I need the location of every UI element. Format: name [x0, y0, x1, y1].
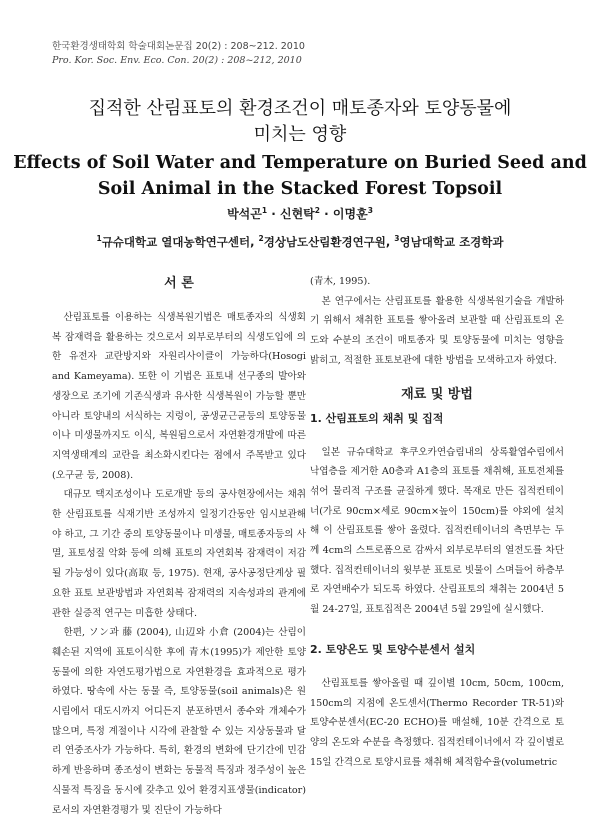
methods-heading: 재료 및 방법 — [401, 386, 473, 402]
title-korean — [0, 96, 600, 148]
intro-paragraph: 대규모 택지조성이나 도로개발 등의 공사현장에서는 채취한 산림표토를 식재기반 조성까지 일정기간동안 임시보관해야 하고, 그 기간 중의 토양동물이나 미생물, 매토종자등의 사멸, 표토성질 악화 등에 의해 표토의 자연회복 잠재력이 저감될 가능성이 있다(高取 등, 1975). 현재, 공사공정단계상 필요한 표토 보관방법과 자연회복 잠재력의 지속성과의 관계에 관한 실증적 연구는 미흡한 상태다. — [52, 489, 306, 619]
journal-header — [52, 40, 305, 68]
subsection-heading-2: 2. 토양온도 및 토양수분센서 설치 — [310, 642, 476, 656]
intro-paragraph: 본 연구에서는 산림표토를 활용한 식생복원기술을 개발하기 위해서 채취한 표토를 쌓아올려 보관할 때 산림표토의 온도와 수분의 조건이 매토종자 및 토양동물에 미치는 영향을 밝히고, 적절한 표토보관에 대한 방법을 모색하고자 하였다. — [310, 295, 564, 366]
title-ko-line-2: 미치는 영향 — [253, 124, 347, 145]
journal-line-ko: 한국환경생태학회 학술대회논문집 20(2) : 208~212. 2010 — [52, 41, 305, 52]
intro-paragraph: 한편, ソン과 藤 (2004), 山辺와 小倉 (2004)는 산림이 훼손된 지역에 표토이식한 후에 青木(1995)가 제안한 토양동물에 의한 자연도평가법으로 자연환경을 효과적으로 평가하였다. 땅속에 사는 동물 즉, 토양동물(soil animals)은 원시림에서 대도시까지 어디든지 분포하면서 종수와 개체수가 많으며, 특정 계절이나 시각에 관찰할 수 있는 지상동물과 달리 연중조사가 가능하다. 특히, 환경의 변화에 단기간에 민감하게 반응하며 종조성이 변화는 동물적 특징과 정주성이 높은 식물적 특징을 동시에 갖추고 있어 환경지표생물(indicator)로서의 자연환경평가 및 진단이 가능하다 — [52, 627, 306, 816]
title-english — [0, 150, 600, 202]
title-en-line-1: Effects of Soil Water and Temperature on Buried Seed and — [13, 153, 587, 173]
intro-continuation: (青木, 1995). — [310, 276, 371, 287]
title-ko-line-1: 집적한 산림표토의 환경조건이 매토종자와 토양동물에 — [88, 98, 512, 119]
affiliation-2: 경상남도산림환경연구원 — [263, 235, 386, 249]
author-1: 박석곤 — [227, 207, 262, 221]
affiliation-3: 영남대학교 조경학과 — [399, 235, 504, 249]
intro-heading: 서 론 — [164, 276, 194, 291]
subsection-paragraph-2: 산림표토를 쌓아올릴 때 깊이별 10cm, 50cm, 100cm, 150cm의 지점에 온도센서(Thermo Recorder TR-51)와 토양수분센서(EC-20 ECHO)를 매설해, 10분 간격으로 토양의 온도와 수분을 측정했다. 집적컨테이너에서 각 깊이별로 15일 간격으로 토양시료를 채취해 체적함수율(volumetric — [310, 677, 564, 768]
intro-paragraph: 산림표토를 이용하는 식생복원기법은 매토종자의 식생회복 잠재력을 활용하는 것으로서 외부로부터의 식생도입에 의한 유전자 교란방지와 자원리사이클이 가능하다(Hosogi and Kameyama). 또한 이 기법은 표토내 선구종의 발아와 생장으로 조기에 기존식생과 유사한 식생복원이 가능할 뿐만 아니라 토양내의 서식하는 지렁이, 공생균근균등의 토양동물이나 미생물까지도 이식, 복원됨으로서 자연환경개발에 따른 지역생태계의 교란을 최소화시킨다는 점에서 주목받고 있다(오구균 등, 2008). — [52, 312, 306, 481]
subsection-paragraph-1: 일본 규슈대학교 후쿠오카연습림내의 상록활엽수림에서 낙엽층을 제거한 A0층과 A1층의 표토를 채취해, 표토전체를 섞어 물리적 구조를 균질하게 했다. 목재로 만든 집적컨테이너(가로 90cm×세로 90cm×높이 150cm)를 야외에 설치해 이 산림표토를 쌓아 올렸다. 집적컨테이너의 측면부는 두께 4cm의 스트로폼으로 감싸서 외부로부터의 열전도를 차단했다. 집적컨테이너의 윗부분 표토로 빗물이 스며들어 하층부로 자연배수가 되도록 하였다. 산림표토의 채취는 2004년 5월 24-27일, 표토집적은 2004년 5월 29일에 실시했다. — [310, 446, 564, 616]
author-list: 박석곤$^1$ · 신현탁$^2$ · 이명훈$^3$ — [227, 206, 373, 221]
right-column — [310, 272, 564, 772]
affiliation-list: $^1$규슈대학교 열대농학연구센터, $^2$경상남도산림환경연구원, $^3$영남대학교 조경학과 — [96, 234, 504, 249]
title-en-line-2: Soil Animal in the Stacked Forest Topsoil — [97, 179, 503, 199]
affiliation-1: 규슈대학교 열대농학연구센터 — [101, 235, 251, 249]
author-3: 이명훈 — [332, 207, 368, 221]
journal-line-en: Pro. Kor. Soc. Env. Eco. Con. 20(2) : 208~212, 2010 — [52, 55, 302, 66]
subsection-heading-1: 1. 산림표토의 채취 및 집적 — [310, 411, 444, 425]
author-2: 신현탁 — [280, 207, 315, 221]
left-column — [52, 272, 306, 820]
